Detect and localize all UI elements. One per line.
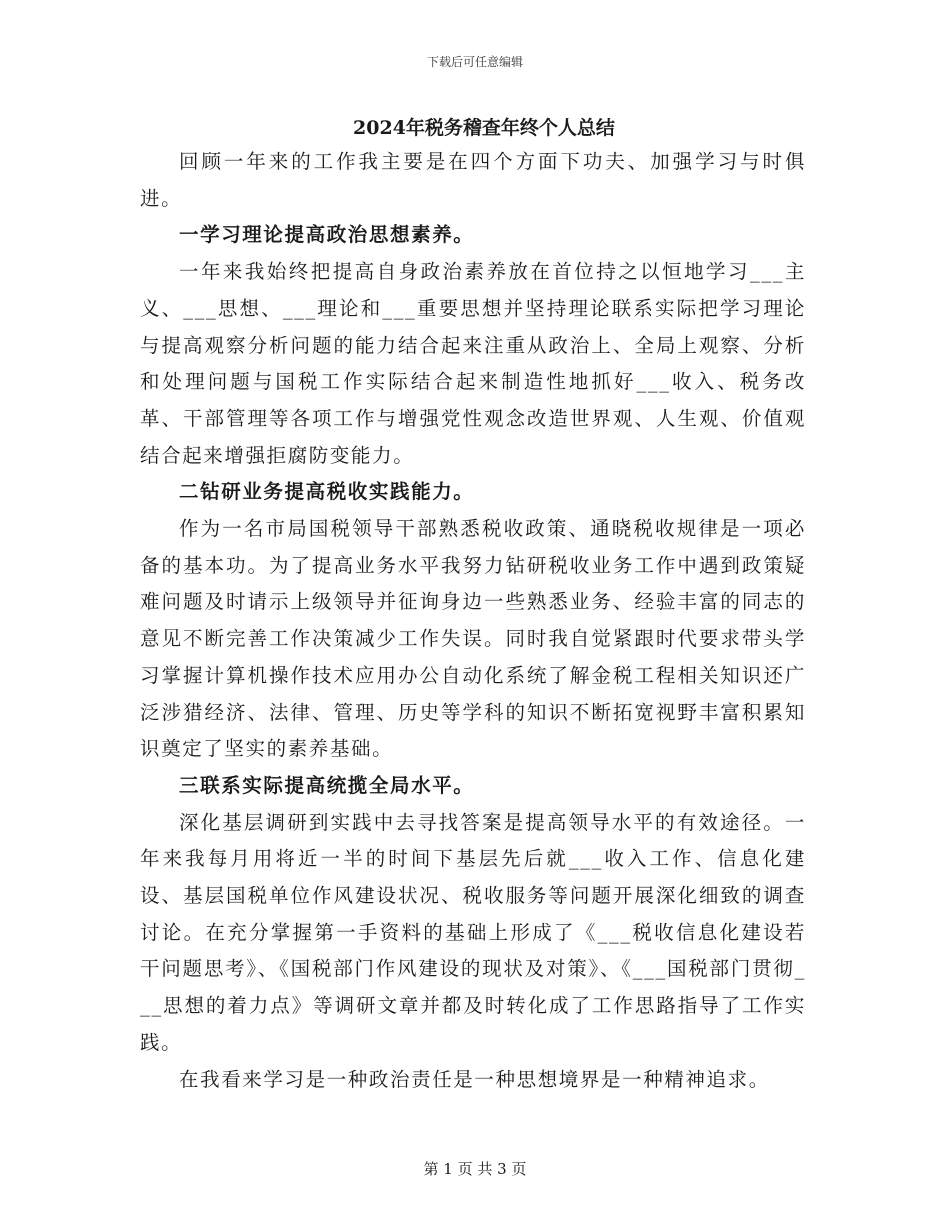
paragraph-section-3: 深化基层调研到实践中去寻找答案是提高领导水平的有效途径。一年来我每月用将近一半的时间下基层先后就___收入工作、信息化建设、基层国税单位作风建设状况、税收服务等问题开展深化细致的调查讨论。在充分掌握第一手资料的基础上形成了《___税收信息化建设若干问题思考》、《国税部门作风建设的现状及对策》、《___国税部门贯彻___思想的着力点》等调研文章并都及时转化成了工作思路指导了工作实践。 bbox=[140, 810, 806, 1054]
section-heading-2: 二钻研业务提高税收实践能力。 bbox=[179, 480, 475, 504]
paragraph-closing: 在我看来学习是一种政治责任是一种思想境界是一种精神追求。 bbox=[179, 1067, 770, 1091]
section-heading-1: 一学习理论提高政治思想素养。 bbox=[179, 223, 475, 247]
paragraph-section-2: 作为一名市局国税领导干部熟悉税收政策、通晓税收规律是一项必备的基本功。为了提高业务水平我努力钻研税收业务工作中遇到政策疑难问题及时请示上级领导并征询身边一些熟悉业务、经验丰富的同志的意见不断完善工作决策减少工作失误。同时我自觉紧跟时代要求带头学习掌握计算机操作技术应用办公自动化系统了解金税工程相关知识还广泛涉猎经济、法律、管理、历史等学科的知识不断拓宽视野丰富积累知识奠定了坚实的素养基础。 bbox=[140, 517, 806, 761]
paragraph-section-1: 一年来我始终把提高自身政治素养放在首位持之以恒地学习___主义、___思想、___理论和___重要思想并坚持理论联系实际把学习理论与提高观察分析问题的能力结合起来注重从政治上、全局上观察、分析和处理问题与国税工作实际结合起来制造性地抓好___收入、税务改革、干部管理等各项工作与增强党性观念改造世界观、人生观、价值观结合起来增强拒腐防变能力。 bbox=[140, 260, 806, 467]
page-number: 第 1 页 共 3 页 bbox=[423, 1160, 527, 1178]
paragraph-intro: 回顾一年来的工作我主要是在四个方面下功夫、加强学习与时俱进。 bbox=[140, 150, 806, 210]
document-title: 2024年税务稽查年终个人总结 bbox=[353, 117, 615, 139]
section-heading-3: 三联系实际提高统揽全局水平。 bbox=[179, 773, 475, 797]
document-body bbox=[140, 112, 806, 1098]
header-note: 下载后可任意编辑 bbox=[426, 55, 523, 69]
